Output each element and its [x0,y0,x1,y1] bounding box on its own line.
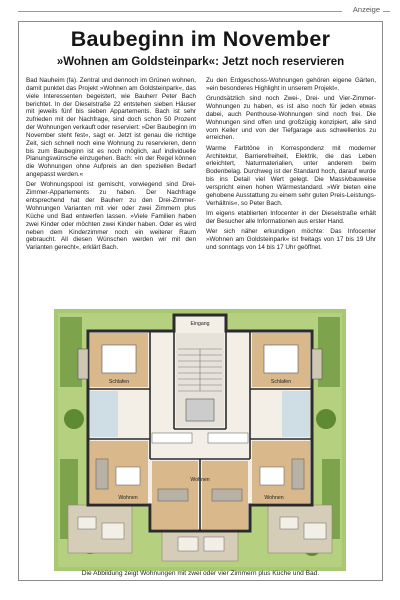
kitchen-counter-icon [152,433,192,443]
floor-plan [54,309,346,571]
garden-table-icon [304,523,326,539]
bed-icon [102,345,136,373]
bathroom [282,391,310,437]
garden-table-icon [204,537,224,551]
tree-icon [64,409,84,429]
room-label-eingang: Eingang [190,321,210,327]
paragraph: Warme Farbtöne in Korrespondenz mit moderner Architektur, Barrierefreiheit, Elektrik, die das Leben erleichtert, Naturmaterialien, unter anderem beim Bodenbelag. Durchweg ist der Standard hoch, darauf wurde bis ins Detail viel Wert gelegt. Die Massivbauweise verspricht einen hohen Wärmestandard. »Wir bieten eine gehobene Ausstattung zu einem sehr guten Preis-Leistungs-Verhältnis«, so Peter Bach. [206,144,376,207]
paragraph: Wer sich näher erkundigen möchte: Das Infocenter »Wohnen am Goldsteinpark« ist freitags von 17 bis 19 Uhr und sonntags von 14 bis 17 Uhr geöffnet. [206,228,376,251]
dining-table-icon [260,467,284,485]
sofa-icon [292,459,304,489]
header-rule [18,11,342,12]
floor-plan-drawing [54,309,346,571]
sun-lounger-icon [280,517,298,529]
anzeige-label: Anzeige [352,5,380,14]
bathroom [90,391,118,437]
room-label-wohnen: Wohnen [190,477,210,483]
terrace [162,531,238,561]
room-label-schlafen: Schlafen [108,379,130,385]
paragraph: Der Wohnungspool ist gemischt, vorwiegend sind Drei-Zimmer-Appartements zu haben. Der Nachfrage entsprechend hat der Bauherr zu den Drei-Zimmer-Wohnungen Varianten mit vier oder zwei Zimmern plus Küche und Bad entwerfen lassen. »Viele Familien haben zwei Kinder oder möchten zwei Kinder haben. Oder es wird neben dem Kinderzimmer noch ein weiterer Raum gebraucht. All diesen Wünschen werden wir mit den Varianten gerecht«, erklärt Bach. [26,181,196,252]
header-rule-tail [383,11,390,12]
room-label-wohnen: Wohnen [264,495,284,501]
room-label-wohnen: Wohnen [118,495,138,501]
balcony [78,349,88,379]
paragraph: Bad Nauheim (fa). Zentral und dennoch im Grünen wohnen, damit punktet das Projekt »Wohnen am Goldsteinpark«, das viele Interessenten begeistert, wie Bauherr Peter Bach berichtet. In der Dieselstraße 22 entstehen sieben Häuser mit jeweils fünf bis sieben Appartements. Bach ist sehr zufrieden mit der Nachfrage, sind doch schon 50 Prozent der Wohnungen verkauft oder reserviert: »Der Baubeginn im November steht fest«, sagt er. Jetzt ist genau die richtige Zeit, sich schnell noch eine Wohnung zu reservieren, denn bis zum Baubeginn ist es noch möglich, auf individuelle Planungswünsche einzugehen. Bach: »In der Regel können die Wohnungen ohne Aufpreis an den speziellen Bedarf angepasst werden.« [26,77,196,179]
bed-icon [264,345,298,373]
kitchen-counter-icon [208,433,248,443]
paragraph: Zu den Erdgeschoss-Wohnungen gehören eigene Gärten, »ein besonderes Highlight in unserem Projekt«. [206,77,376,92]
room-label-schlafen: Schlafen [270,379,292,385]
advertisement-frame [18,21,383,581]
garden-table-icon [102,523,124,539]
balcony [312,349,322,379]
garden-table-icon [178,537,198,551]
tree-icon [316,409,336,429]
paragraph: Im eigens etablierten Infocenter in der Dieselstraße erhält der Besucher alle Informationen aus erster Hand. [206,210,376,225]
sun-lounger-icon [78,517,96,529]
anzeige-header [18,5,390,17]
subheadline: »Wohnen am Goldsteinpark«: Jetzt noch reservieren [56,56,345,68]
sofa-icon [96,459,108,489]
dining-table-icon [116,467,140,485]
sofa-icon [212,489,242,501]
headline: Baubeginn im November [70,27,331,51]
paragraph: Grundsätzlich sind noch Zwei-, Drei- und Vier-Zimmer-Wohnungen zu haben, es ist also noch für jeden etwas dabei, auch Penthouse-Wohnungen sind noch frei. Die Wohnungen sind offen und großzügig konzipiert, alle sind vom Keller und von der Tiefgarage aus schwellenlos zu erreichen. [206,95,376,142]
sofa-icon [158,489,188,501]
elevator-icon [186,399,214,421]
image-caption: Die Abbildung zeigt Wohnungen mit zwei oder vier Zimmern plus Küche und Bad. [81,570,320,577]
